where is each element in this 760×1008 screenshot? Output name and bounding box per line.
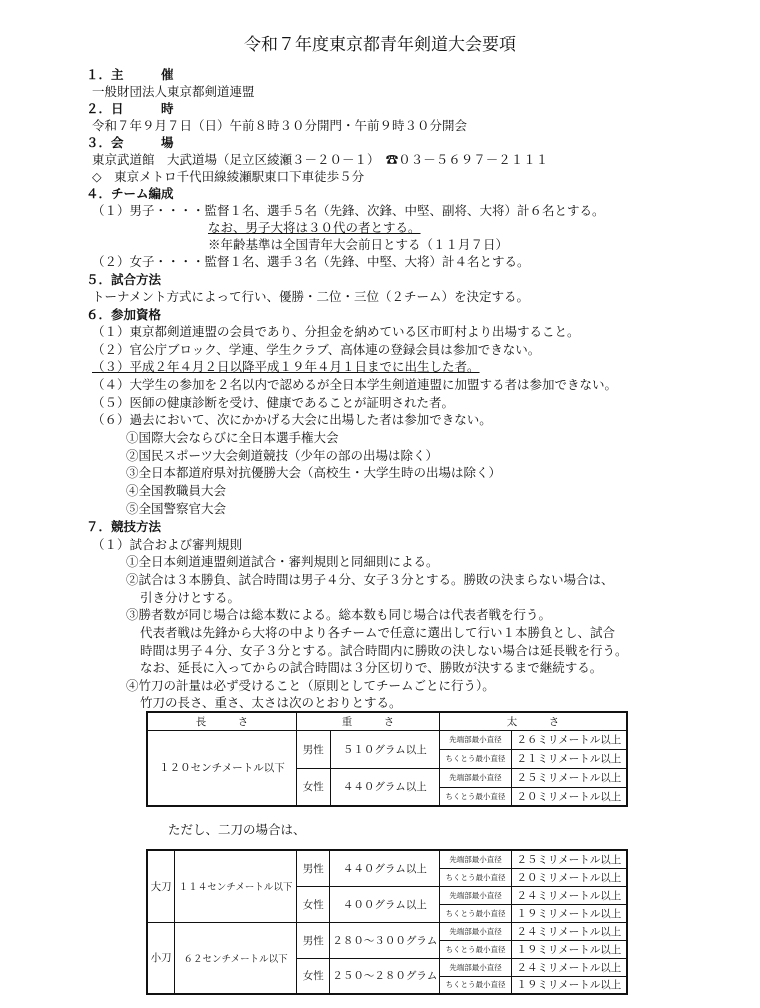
section-heading-organizer: １．主 催 [86,67,174,82]
text-line: ①全日本剣道連盟剣道試合・審判規則と同細則による。 [126,554,439,569]
diameter-value: ２１ミリメートル以上 [511,749,627,768]
header-weight: 重 さ [296,712,439,730]
tip-label: 先端部最小直径 [440,886,512,904]
section-heading-venue: ３．会 場 [86,135,174,150]
nito-spec-table [146,849,628,995]
text-line: ④竹刀の計量は必ず受けること（原則としてチームごとに行う）。 [126,678,495,693]
text-line: 代表者戦は先鋒から大将の中より各チームで任意に選出して行い１本勝負とし、試合 [140,625,616,640]
diameter-value: ２０ミリメートル以上 [511,868,627,886]
gender-male: 男性 [296,850,330,886]
gender-female: 女性 [296,958,330,994]
length-value: １１４センチメートル以下 [175,850,297,922]
grip-label: ちくとう最小直径 [439,787,511,806]
section-heading-date: ２．日 時 [86,101,174,116]
text-line: ⑤全国警察官大会 [126,501,227,516]
section-heading-match: ５．試合方法 [86,272,162,287]
text-line: ②国民スポーツ大会剣道競技（少年の部の出場は除く） [126,448,439,463]
text-line: （２）官公庁ブロック、学連、学生クラブ、高体連の登録会員は参加できない。 [92,342,541,357]
text-line: （３）平成２年４月２日以降平成１９年４月１日までに出生した者。 [92,359,480,374]
text-line: ①国際大会ならびに全日本選手権大会 [126,430,339,445]
text-line: ②試合は３本勝負、試合時間は男子４分、女子３分とする。勝敗の決まらない場合は、 [126,572,614,587]
text-line: ③勝者数が同じ場合は総本数による。総本数も同じ場合は代表者戦を行う。 [126,607,552,622]
section-heading-eligibility: ６．参加資格 [86,307,162,322]
text-line: （１）東京都剣道連盟の会員であり、分担金を納めている区市町村より出場すること。 [92,324,580,339]
document-title: 令和７年度東京都青年剣道大会要項 [244,35,516,55]
gender-female: 女性 [296,886,330,922]
grip-label: ちくとう最小直径 [439,749,511,768]
weight-value: ４４０グラム以上 [330,850,440,886]
text-line: ※年齢基準は全国青年大会前日とする（１１月７日） [208,237,509,252]
diameter-value: ２５ミリメートル以上 [511,768,627,787]
text-line: 一般財団法人東京都剣道連盟 [92,84,255,99]
tip-label: 先端部最小直径 [439,768,511,787]
weight-value: ２５０～２８０グラム [330,958,440,994]
diameter-value: １９ミリメートル以上 [511,940,627,958]
shoto-label: 小刀 [147,922,175,994]
text-line: （１）試合および審判規則 [92,537,243,552]
gender-male: 男性 [296,922,330,958]
text-line: ④全国教職員大会 [126,483,227,498]
text-line: ただし、二刀の場合は、 [168,822,306,837]
text-line: 時間は男子４分、女子３分とする。試合時間内に勝敗の決しない場合は延長戦を行う。 [140,643,628,658]
text-line: （５）医師の健康診断を受け、健康であることが証明された者。 [92,395,455,410]
text-line: （２）女子・・・・監督１名、選手３名（先鋒、中堅、大将）計４名とする。 [92,254,530,269]
weight-value: ５１０グラム以上 [330,730,439,768]
diameter-value: １９ミリメートル以上 [511,976,627,994]
diameter-value: ２４ミリメートル以上 [511,958,627,976]
grip-label: ちくとう最小直径 [440,904,512,922]
text-line: ◇ 東京メトロ千代田線綾瀬駅東口下車徒歩５分 [92,169,365,184]
text-line: ③全日本都道府県対抗優勝大会（高校生・大学生時の出場は除く） [126,465,502,480]
grip-label: ちくとう最小直径 [440,868,512,886]
section-heading-team: ４．チーム編成 [86,186,174,201]
grip-label: ちくとう最小直径 [440,940,512,958]
length-value: １２０センチメートル以下 [147,730,296,806]
text-line: なお、延長に入ってからの試合時間は３分区切りで、勝敗が決するまで継続する。 [140,660,603,675]
length-value: ６２センチメートル以下 [175,922,297,994]
diameter-value: ２４ミリメートル以上 [511,922,627,940]
weight-value: ２８０～３００グラム [330,922,440,958]
text-line: （６）過去において、次にかかげる大会に出場した者は参加できない。 [92,412,492,427]
gender-female: 女性 [296,768,330,806]
header-length: 長 さ [147,712,296,730]
diameter-value: ２５ミリメートル以上 [511,850,627,868]
text-line: なお、男子大将は３０代の者とする。 [208,220,421,235]
text-line: トーナメント方式によって行い、優勝・二位・三位（２チーム）を決定する。 [92,289,530,304]
diameter-value: ２０ミリメートル以上 [511,787,627,806]
tip-label: 先端部最小直径 [440,922,512,940]
text-line: 引き分けとする。 [140,590,241,605]
tip-label: 先端部最小直径 [439,730,511,749]
grip-label: ちくとう最小直径 [440,976,512,994]
gender-male: 男性 [296,730,330,768]
header-thickness: 太 さ [439,712,627,730]
text-line: 東京武道館 大武道場（足立区綾瀬３－２０－１） ☎０３－５６９７－２１１１ [92,152,549,167]
text-line: 令和７年９月７日（日）午前８時３０分開門・午前９時３０分開会 [92,118,468,133]
diameter-value: ２４ミリメートル以上 [511,886,627,904]
weight-value: ４００グラム以上 [330,886,440,922]
text-line: 竹刀の長さ、重さ、太さは次のとおりとする。 [140,695,402,710]
shinai-spec-table [146,711,628,807]
text-line: （４）大学生の参加を２名以内で認めるが全日本学生剣道連盟に加盟する者は参加できない。 [92,377,618,392]
tip-label: 先端部最小直径 [440,850,512,868]
tip-label: 先端部最小直径 [440,958,512,976]
section-heading-rules: ７．競技方法 [86,519,162,534]
diameter-value: １９ミリメートル以上 [511,904,627,922]
diameter-value: ２６ミリメートル以上 [511,730,627,749]
weight-value: ４４０グラム以上 [330,768,439,806]
daito-label: 大刀 [147,850,175,922]
text-line: （１）男子・・・・監督１名、選手５名（先鋒、次鋒、中堅、副将、大将）計６名とする。 [92,203,605,218]
